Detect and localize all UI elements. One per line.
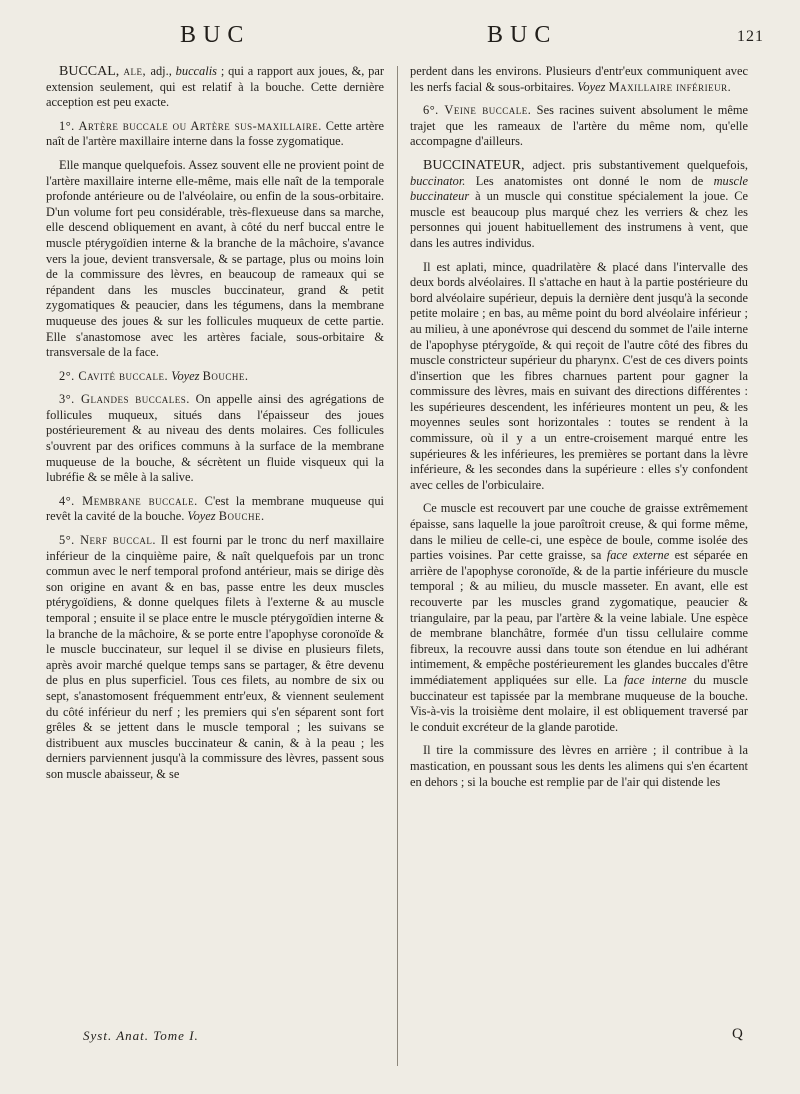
text-run: Voyez [577,79,606,94]
text-run: 3°. Glandes buccales. [59,392,190,407]
footer-signature-text: Syst. Anat. Tome I. [83,1028,199,1043]
running-title-right: BUC [487,22,558,48]
text-run: Voyez [187,509,216,524]
text-run: à un muscle qui constitue spécialement la joue. Ce muscle est beaucoup plus marqué chez les verriers & chez les personnes qui jouent habituellement des instrumens à vent, que dans les autres individus. [410,189,748,250]
text-run: 4°. Membrane buccale. [59,493,198,508]
text-run: est séparée en arrière de l'apophyse coronoïde, & de la partie inférieure du muscle temporal ; & au milieu, du muscle masseter. En avant, elle est recouverte par les muscles grand zygomatique, peaucier & triangulaire, par la peau, par l'artère & la veine labiale. Une espèce de membrane blanchâtre, formée d'un tissu cellulaire comme fibreux, la recouvre aussi dans toute son étendue en lui adhérant intimement, & empêche postérieurement les glandes buccales d'être immédiatement appliquées sur elle. La [410,548,748,687]
right-column [410,64,748,790]
entry-headword: BUCCAL, [59,64,124,79]
text-run: Ce muscle est recouvert par une couche de graisse extrêmement épaisse, sans laquelle la joue paroîtroit creuse, & qui forme même, dans le milieu de celle-ci, une espèce de boule, comme isolée des parties voisines. Par cette graisse, sa [410,501,748,563]
text-run: 6°. Veine buccale. [423,103,532,118]
text-run: Ses racines suivent absolument le même trajet que les rameaux de l'artère du même nom, qu'elle accompagne d'ailleurs. [410,103,748,149]
text-run: face interne [623,672,687,687]
dictionary-paragraph [46,369,384,385]
text-run: Bouche. [202,368,249,383]
dictionary-paragraph [46,158,384,361]
text-run: Maxillaire inférieur. [608,79,732,94]
text-run: Il est aplati, mince, quadrilatère & placé dans l'intervalle des deux bords alvéolaires. Il s'attache en haut à la partie postérieure du bord alvéolaire supérieur, depuis la dernière dent jusqu'à la seconde petite molaire ; en bas, au même point du bord alvéolaire inférieur ; au milieu, à une aponévrose qui descend du sommet de l'aile interne de l'apophyse ptérygoïde, & qui reçoit de l'autre côté des fibres du muscle constricteur supérieur du pharynx. C'est de ces divers points d'insertion que les fibres charnues partent pour gagner la commissure des lèvres, mais en suivant des directions différentes : les supérieures descendent, les inférieures montent un peu, & les moyennes seules sont horizontales : toutes se rendent à la commissure, où il y a un entre-croisement marqué entre les supérieures & les inférieures, les premières se portant dans la lèvre inférieure, & les secondes dans la supérieure : elles s'y confondent avec celles de l'orbiculaire. [410,259,748,492]
running-title-left: BUC [180,22,251,48]
text-run: 1°. Artère buccale ou Artère sus-maxillaire. [59,118,322,133]
dictionary-paragraph [46,64,384,111]
text-run: face externe [606,548,670,563]
text-run: On appelle ainsi des agrégations de follicules muqueux, situés dans l'épaisseur des joues postérieurement & au niveau des dents molaires. Ces follicules s'ouvrent par des orifices communs à la surface de la membrane muqueuse de la bouche, & sécrètent un fluide visqueux qui la lubréfie & se mêle à la salive. [46,392,385,485]
text-run: perdent dans les environs. Plusieurs d'entr'eux communiquent avec les nerfs facial & sous-orbitaires. [410,64,748,94]
text-run: du muscle buccinateur est tapissée par la membrane muqueuse de la bouche. Vis-à-vis la troisième dent molaire, il est obliquement traversé par le conduit excréteur de la glande parotide. [410,672,748,734]
text-run: ; qui a rapport aux joues, &, par extension seulement, qui est relatif à la bouche. Cette dernière acception est peu exacte. [46,64,384,110]
dictionary-paragraph [410,501,748,735]
text-run: Il est fourni par le tronc du nerf maxillaire inférieur de la cinquième paire, & naît quelquefois par un tronc commun avec le nerf temporal profond antérieur, mais se dirige dès son origine en avant & en bas, passe entre les deux muscles ptérygoïdiens, & donne quelques filets à l'externe & au muscle temporal ; ensuite il se place entre le muscle ptérygoïdien interne & la branche de la mâchoire, & se porte entre l'apophyse coronoïde & le muscle buccinateur, sur lequel il se divise en plusieurs filets, après avoir marché quelque temps sans se partager, & être devenu de plus en plus superficiel. Tous ces filets, au nombre de six ou sept, s'anastomosent fréquemment entr'eux, & viennent seulement du côté inférieur du nerf ; les premiers qui s'en séparent sont fort grêles & se jettent dans le muscle temporal ; les suivans se distribuent aux muscles buccinateur & canin, & à la peau ; les derniers parviennent jusqu'à la commissure des lèvres, passent sous son muscle abaisseur, & se [46,533,384,781]
dictionary-paragraph [410,158,748,252]
text-run: Les anatomistes ont donné le nom de [465,173,714,188]
dictionary-paragraph [46,494,384,525]
dictionary-paragraph [46,533,384,783]
dictionary-paragraph [410,260,748,494]
dictionary-paragraph [410,103,748,150]
text-run: Cette artère naît de l'artère maxillaire interne dans la fosse zygomatique. [46,118,384,149]
running-head [0,22,800,56]
text-run: adject. pris substantivement quelquefois, [532,157,748,172]
dictionary-paragraph [410,64,748,95]
text-run: 5°. Nerf buccal. [59,533,156,548]
text-run: Voyez [171,368,200,383]
signature-mark: Q [732,1026,743,1042]
text-run: muscle buccinateur [410,173,748,204]
column-divider [397,66,398,1066]
text-run: Bouche. [218,509,265,524]
text-run: ale, [123,64,151,78]
dictionary-paragraph [46,392,384,486]
left-column [46,64,384,783]
text-run: 2°. Cavité buccale. [59,368,169,383]
entry-headword: BUCCINATEUR, [423,157,533,173]
dictionary-paragraph [46,119,384,150]
text-run: Il tire la commissure des lèvres en arrière ; il contribue à la mastication, en poussant sous les dents les alimens qui s'en écartent en dehors ; si la bouche est remplie par de l'air qui distende les [410,743,748,789]
dictionary-paragraph [410,743,748,790]
text-run: buccinator. [410,173,466,188]
page-number: 121 [737,28,764,45]
text-run: C'est la membrane muqueuse qui revêt la cavité de la bouche. [46,493,384,524]
text-run: adj., [150,64,176,78]
text-run: buccalis [175,64,217,78]
text-run: Elle manque quelquefois. Assez souvent elle ne provient point de l'artère maxillaire interne elle-même, mais elle naît de la temporale profonde antérieure ou de l'alvéolaire, ou enfin de la sous-orbitaire. D'un volume fort peu considérable, très-flexueuse dans sa marche, elle descend obliquement en avant, à côté du nerf buccal entre le muscle ptérygoïdien interne & la branche de la mâchoire, s'avance vers la joue, devient transversale, & se partage, plus ou moins loin de la commissure des lèvres, en beaucoup de rameaux qui se répandent dans les muscles buccinateur, grand & petit zygomatiques & peaucier, dans les tégumens, dans la membrane muqueuse des joues & sur les follicules muqueux de cette partie. Elle s'anastomose avec les artères faciale, sous-orbitaire & transversale de la face. [46,157,384,360]
